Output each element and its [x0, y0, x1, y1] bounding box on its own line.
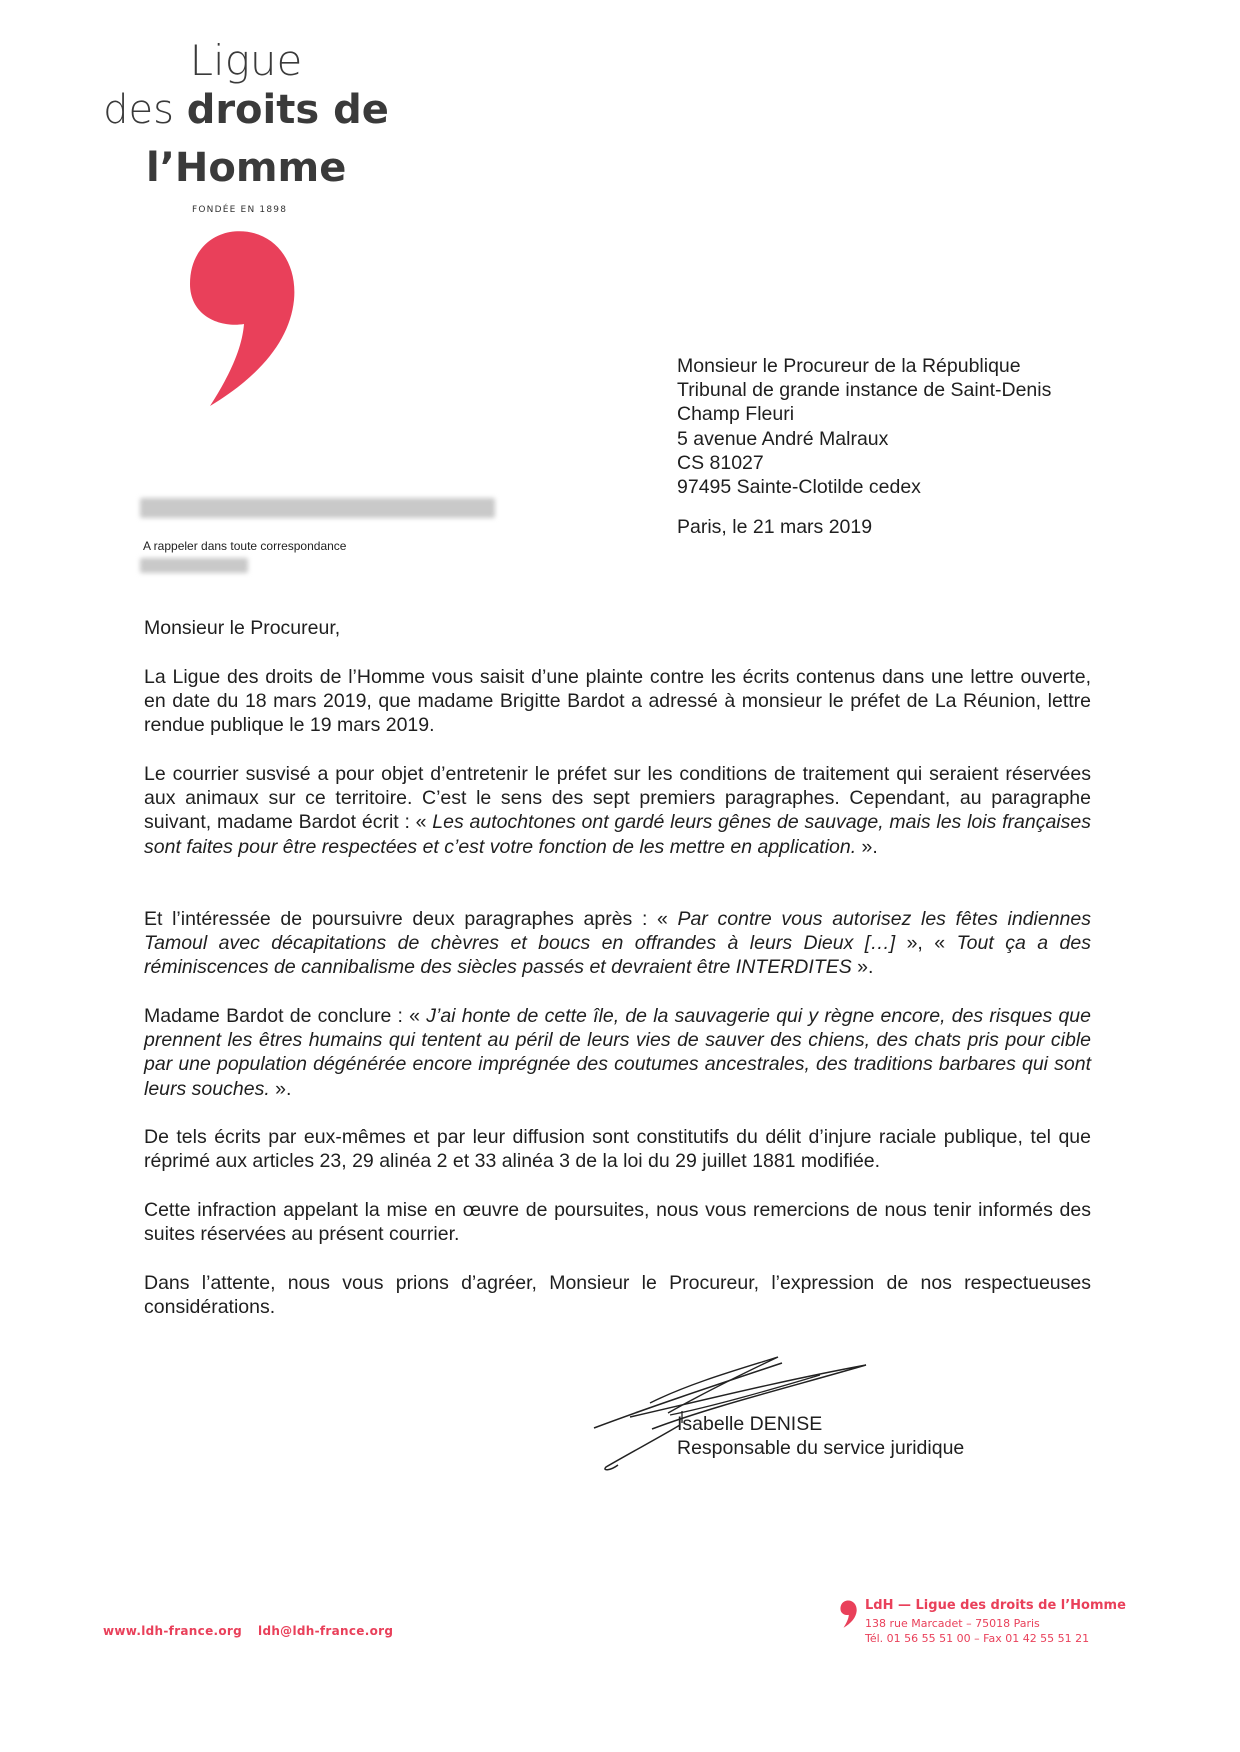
paragraph-4-quote: J’ai honte de cette île, de la sauvagerie qui y règne encore, des risques que prennent les êtres humains qui tentent au péril de leurs vies de sauver des chiens, des chats pris pour cible par une population dégénérée encore imprégnée des coutumes ancestrales, des traditions barbares qui sont leurs souches. — [144, 1005, 1091, 1100]
logo-line-2-thin: des — [103, 87, 174, 133]
comma-logo-icon — [190, 228, 300, 408]
paragraph-6 — [144, 1198, 1091, 1246]
paragraph-6-text: Cette infraction appelant la mise en œuvre de poursuites, nous vous remercions de nous tenir informés des suites réservées au présent courrier. — [144, 1199, 1091, 1246]
footer-org-name: LdH — Ligue des droits de l’Homme — [865, 1598, 1126, 1613]
recipient-line: 97495 Sainte-Clotilde cedex — [677, 476, 921, 499]
paragraph-3-quote-2: Tout ça a des réminiscences de cannibalisme des siècles passés et devraient être INTERDITES — [144, 932, 1091, 979]
logo-line-2-bold: droits de — [186, 87, 389, 133]
small-comma-logo-icon — [840, 1600, 858, 1628]
paragraph-3-mid: », « — [895, 932, 957, 955]
paragraph-4 — [144, 1004, 1091, 1101]
recipient-line: Champ Fleuri — [677, 403, 795, 426]
logo-line-3: l’Homme — [146, 145, 347, 191]
recipient-line: CS 81027 — [677, 451, 764, 474]
paragraph-3 — [144, 907, 1091, 980]
salutation: Monsieur le Procureur, — [144, 617, 341, 639]
recipient-line: Tribunal de grande instance de Saint-Denis — [677, 379, 1052, 402]
logo-line-2 — [96, 87, 396, 133]
recipient-line: 5 avenue André Malraux — [677, 427, 889, 450]
paragraph-2-lead: Le courrier susvisé a pour objet d’entretenir le préfet sur les conditions de traitement qui seraient réservées aux animaux sur ce territoire. C’est le sens des sept premiers paragraphes. Cependant, au paragraphe suivant, madame Bardot écrit : « — [144, 763, 1091, 834]
reference-label: A rappeler dans toute correspondance — [143, 539, 347, 553]
recipient-address — [677, 354, 1051, 499]
footer-website[interactable]: www.ldh-france.org — [103, 1624, 243, 1638]
paragraph-2 — [144, 762, 1091, 859]
paragraph-3-quote-1: Par contre vous autorisez les fêtes indiennes Tamoul avec décapitations de chèvres et boucs en offrandes à leurs Dieux […] — [144, 908, 1091, 955]
paragraph-2-quote: Les autochtones ont gardé leurs gênes de sauvage, mais les lois françaises sont faites pour être respectées et c’est votre fonction de les mettre en application. — [144, 811, 1091, 858]
footer-contact — [103, 1624, 409, 1638]
signatory-title: Responsable du service juridique — [677, 1437, 965, 1460]
footer-email[interactable]: ldh@ldh-france.org — [258, 1624, 394, 1638]
paragraph-7 — [144, 1271, 1091, 1319]
paragraph-1-text: La Ligue des droits de l’Homme vous saisit d’une plainte contre les écrits contenus dans une lettre ouverte, en date du 18 mars 2019, que madame Brigitte Bardot a adressé à monsieur le préfet de La Réunion, lettre rendue publique le 19 mars 2019. — [144, 666, 1091, 737]
letter-date: Paris, le 21 mars 2019 — [677, 516, 873, 538]
paragraph-7-text: Dans l’attente, nous vous prions d’agréer, Monsieur le Procureur, l’expression de nos respectueuses considérations. — [144, 1272, 1091, 1319]
footer-street: 138 rue Marcadet – 75018 Paris — [865, 1617, 1040, 1630]
signatory — [677, 1412, 964, 1460]
paragraph-1 — [144, 665, 1091, 738]
paragraph-4-tail: ». — [269, 1077, 292, 1100]
paragraph-2-tail: ». — [856, 835, 878, 858]
recipient-line: Monsieur le Procureur de la République — [677, 355, 1021, 377]
footer-address — [865, 1616, 1089, 1646]
paragraph-3-tail: ». — [851, 956, 874, 979]
redacted-reference-bottom — [140, 558, 248, 573]
logo-founded: FONDÉE EN 1898 — [192, 205, 288, 215]
paragraph-4-lead: Madame Bardot de conclure : « — [144, 1005, 427, 1027]
footer-phone: Tél. 01 56 55 51 00 – Fax 01 42 55 51 21 — [865, 1632, 1090, 1645]
paragraph-5-text: De tels écrits par eux-mêmes et par leur diffusion sont constitutifs du délit d’injure raciale publique, tel que réprimé aux articles 23, 29 alinéa 2 et 33 alinéa 3 de la loi du 29 juillet 1881 modifiée. — [144, 1126, 1091, 1173]
paragraph-5 — [144, 1125, 1091, 1173]
paragraph-3-lead: Et l’intéressée de poursuivre deux paragraphes après : « — [144, 908, 678, 930]
signatory-name: Isabelle DENISE — [677, 1413, 823, 1435]
redacted-reference-top — [140, 498, 495, 518]
logo-line-1: Ligue — [189, 36, 303, 85]
